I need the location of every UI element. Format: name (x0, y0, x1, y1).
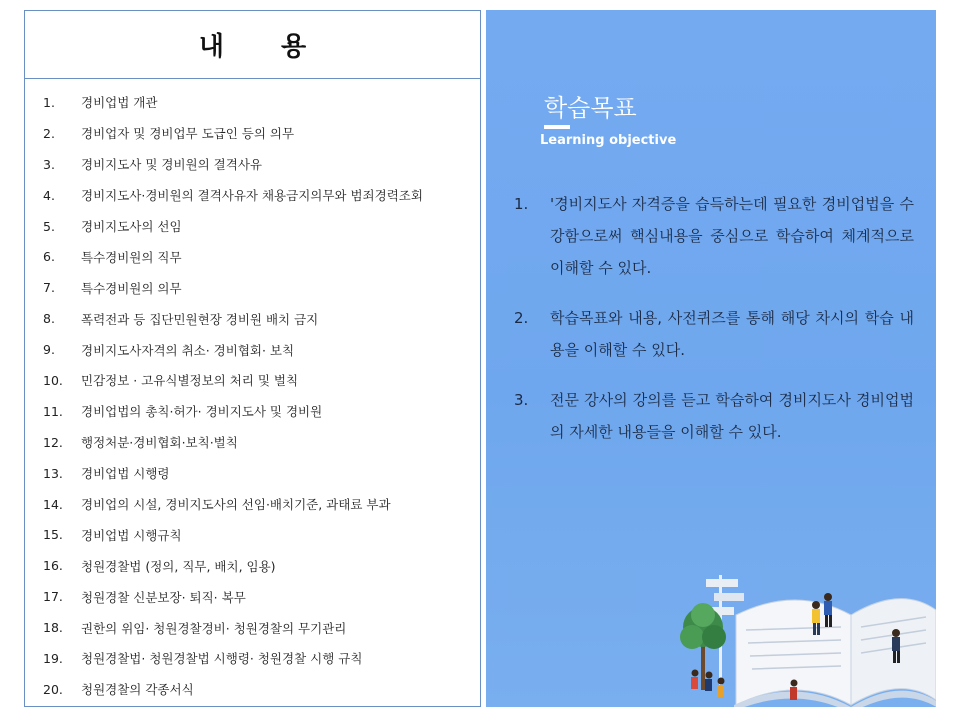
contents-item (25, 180, 480, 211)
contents-item (25, 550, 480, 581)
contents-item-number: 18. (43, 620, 63, 636)
contents-item-label: 경비업법 시행규칙 (81, 527, 182, 543)
contents-item-number: 12. (43, 434, 63, 450)
contents-title: 내 용 (198, 32, 331, 62)
contents-item (25, 458, 480, 489)
contents-item (25, 149, 480, 180)
contents-list (25, 87, 480, 705)
contents-item-number: 1. (43, 94, 55, 110)
contents-item-number: 8. (43, 311, 55, 327)
objective-item (514, 384, 914, 448)
objectives-title: 학습목표 (544, 94, 637, 122)
objective-text: '경비지도사 자격증을 습득하는데 필요한 경비업법을 수강함으로써 핵심내용을 중심으로 학습하여 체계적으로 이해할 수 있다. (550, 195, 914, 277)
contents-item-number: 2. (43, 125, 55, 141)
contents-item (25, 303, 480, 334)
contents-panel (24, 10, 481, 707)
objective-item (514, 302, 914, 366)
contents-item-label: 청원경찰의 각종서식 (81, 682, 194, 698)
contents-item-label: 권한의 위임· 청원경찰경비· 청원경찰의 무기관리 (81, 620, 347, 636)
objectives-subtitle: Learning objective (540, 133, 677, 148)
objective-text: 전문 강사의 강의를 듣고 학습하여 경비지도사 경비업법의 자세한 내용들을 이해할 수 있다. (550, 391, 914, 441)
contents-header (25, 11, 480, 79)
contents-item-number: 14. (43, 496, 63, 512)
contents-item (25, 643, 480, 674)
contents-item-label: 경비업법의 총칙·허가· 경비지도사 및 경비원 (81, 404, 323, 420)
contents-item-number: 3. (43, 156, 55, 172)
contents-item-label: 경비지도사의 선임 (81, 219, 182, 234)
contents-item (25, 118, 480, 149)
contents-item-label: 경비업법 시행령 (81, 466, 170, 482)
contents-item-label: 청원경찰법· 청원경찰법 시행령· 청원경찰 시행 규칙 (81, 651, 363, 667)
contents-item-label: 경비지도사·경비원의 결격사유자 채용금지의무와 범죄경력조회 (81, 188, 423, 204)
contents-item-label: 경비업법 개관 (81, 95, 158, 111)
contents-item (25, 272, 480, 303)
contents-item (25, 396, 480, 427)
contents-item (25, 365, 480, 396)
contents-item-label: 특수경비원의 의무 (81, 280, 182, 296)
contents-item-label: 민감정보 · 고유식별정보의 처리 및 벌칙 (81, 373, 299, 389)
contents-item (25, 211, 480, 242)
contents-item-label: 폭력전과 등 집단민원현장 경비원 배치 금지 (81, 311, 319, 327)
contents-item-number: 15. (43, 527, 63, 543)
contents-item-number: 20. (43, 681, 63, 697)
contents-item-label: 청원경찰법 (정의, 직무, 배치, 임용) (81, 558, 276, 574)
contents-item-label: 특수경비원의 직무 (81, 249, 182, 265)
contents-item (25, 427, 480, 458)
contents-item-number: 13. (43, 465, 63, 481)
contents-item-label: 청원경찰 신분보장· 퇴직· 복무 (81, 589, 246, 605)
contents-item-number: 16. (43, 558, 63, 574)
contents-item (25, 87, 480, 118)
contents-item (25, 519, 480, 550)
contents-item-number: 9. (43, 342, 55, 358)
contents-item (25, 241, 480, 272)
contents-item-number: 7. (43, 280, 55, 296)
objectives-list (514, 188, 914, 466)
contents-item-label: 경비업자 및 경비업무 도급인 등의 의무 (81, 126, 295, 142)
objective-text: 학습목표와 내용, 사전퀴즈를 통해 해당 차시의 학습 내용을 이해할 수 있다. (550, 309, 914, 359)
contents-item-number: 5. (43, 218, 55, 234)
objective-number: 3. (514, 391, 529, 409)
contents-item-label: 경비업의 시설, 경비지도사의 선임·배치기준, 과태료 부과 (81, 497, 391, 513)
contents-item (25, 674, 480, 705)
contents-item-label: 경비지도사자격의 취소· 경비협회· 보칙 (81, 342, 295, 358)
contents-item-number: 19. (43, 650, 63, 666)
objective-item (514, 188, 914, 284)
book-illustration (676, 555, 936, 707)
contents-item (25, 612, 480, 643)
contents-item-number: 17. (43, 589, 63, 605)
objectives-panel (486, 10, 936, 707)
contents-item (25, 334, 480, 365)
contents-item-number: 6. (43, 249, 55, 265)
objective-number: 1. (514, 195, 529, 213)
contents-item (25, 489, 480, 520)
contents-item-label: 행정처분·경비협회·보칙·벌칙 (81, 435, 238, 451)
objective-number: 2. (514, 309, 529, 327)
contents-item (25, 581, 480, 612)
contents-item-label: 경비지도사 및 경비원의 결격사유 (81, 157, 262, 173)
contents-item-number: 10. (43, 372, 63, 388)
contents-item-number: 4. (43, 187, 55, 203)
title-underline (544, 125, 570, 129)
contents-item-number: 11. (43, 403, 63, 419)
